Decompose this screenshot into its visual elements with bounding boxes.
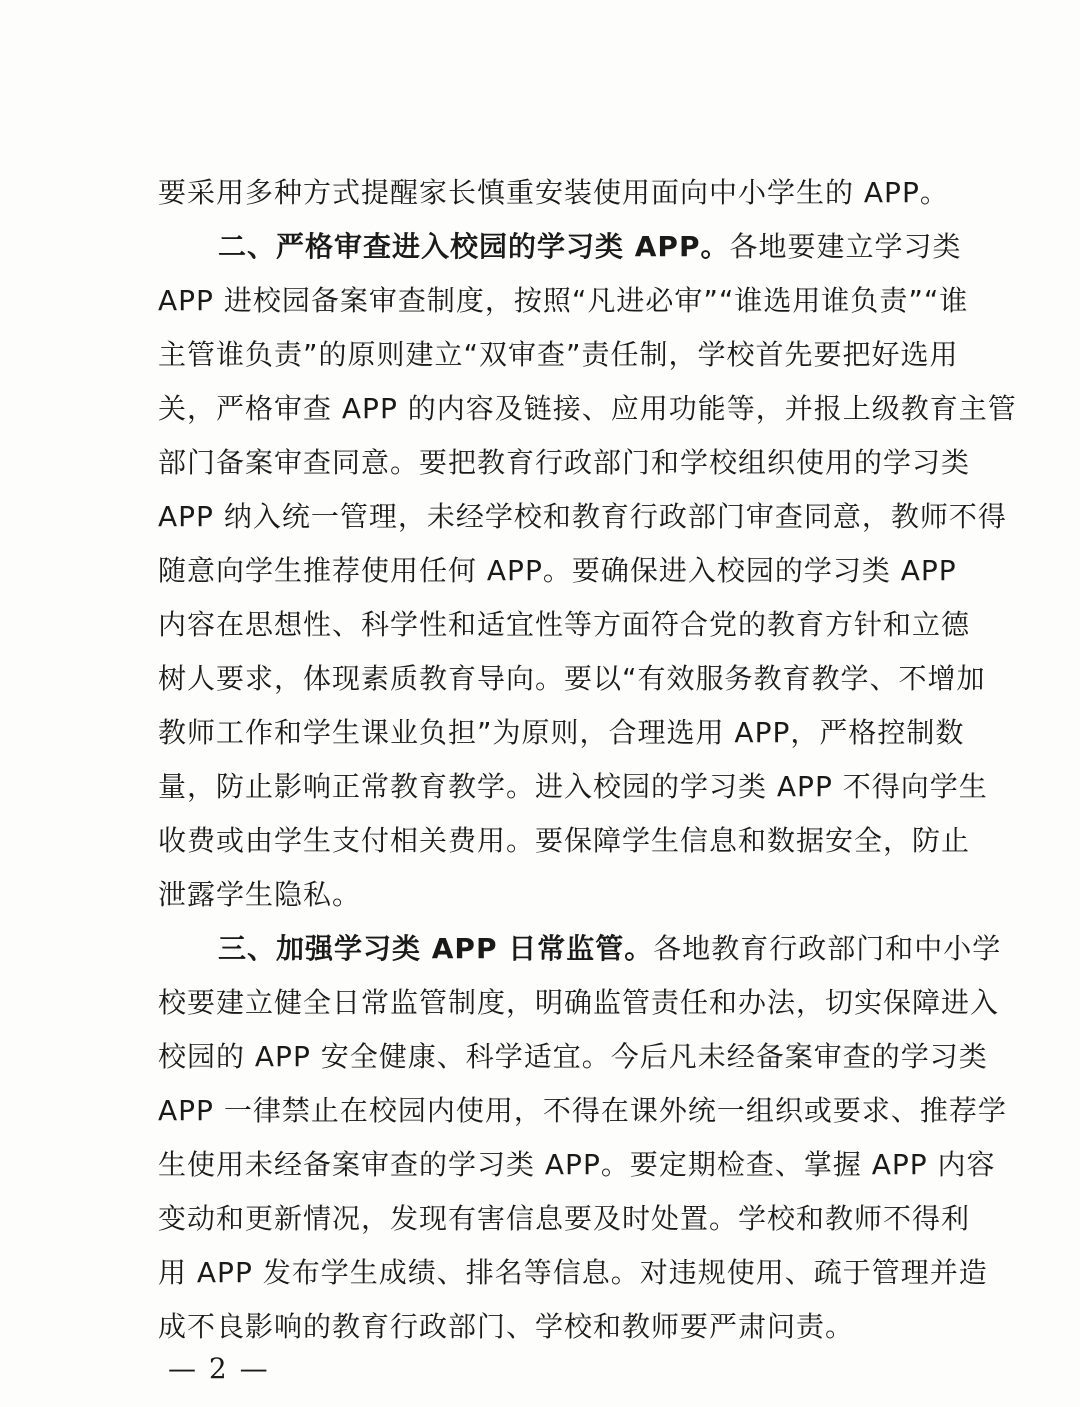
paragraph-2-line-11: 量，防止影响正常教育教学。进入校园的学习类 APP 不得向学生 (158, 770, 988, 803)
paragraph-3-line-2: 校要建立健全日常监管制度，明确监管责任和办法，切实保障进入 (158, 986, 1000, 1019)
paragraph-2-line-3: 主管谁负责”的原则建立“双审查”责任制，学校首先要把好选用 (158, 338, 959, 371)
section-3-heading: 三、加强学习类 APP 日常监管。 (218, 932, 654, 965)
paragraph-2-line-1 (158, 220, 962, 274)
paragraph-2-line-5: 部门备案审查同意。要把教育行政部门和学校组织使用的学习类 (158, 446, 971, 479)
paragraph-3-line-1 (158, 922, 1002, 976)
paragraph-2-line-8: 内容在思想性、科学性和适宜性等方面符合党的教育方针和立德 (158, 608, 971, 641)
paragraph-1-line-1: 要采用多种方式提醒家长慎重安装使用面向中小学生的 APP。 (158, 176, 949, 209)
paragraph-2-line-12: 收费或由学生支付相关费用。要保障学生信息和数据安全，防止 (158, 824, 971, 857)
section-2-heading: 二、严格审查进入校园的学习类 APP。 (218, 230, 730, 263)
paragraph-2-line-10: 教师工作和学生课业负担”为原则，合理选用 APP，严格控制数 (158, 716, 965, 749)
paragraph-3-line-7: 用 APP 发布学生成绩、排名等信息。对违规使用、疏于管理并造 (158, 1256, 988, 1289)
paragraph-3-line-4: APP 一律禁止在校园内使用，不得在课外统一组织或要求、推荐学 (158, 1094, 1007, 1127)
paragraph-2-line-4: 关，严格审查 APP 的内容及链接、应用功能等，并报上级教育主管 (158, 392, 1017, 425)
paragraph-2-line-13: 泄露学生隐私。 (158, 878, 362, 911)
document-body (158, 166, 1017, 1354)
paragraph-3-line-8: 成不良影响的教育行政部门、学校和教师要严肃问责。 (158, 1310, 855, 1343)
paragraph-2-line-7: 随意向学生推荐使用任何 APP。要确保进入校园的学习类 APP (158, 554, 957, 587)
section-2-lead-text: 各地要建立学习类 (729, 230, 962, 263)
paragraph-2-line-9: 树人要求，体现素质教育导向。要以“有效服务教育教学、不增加 (158, 662, 986, 695)
section-3-lead-text: 各地教育行政部门和中小学 (653, 932, 1002, 965)
paragraph-3-line-6: 变动和更新情况，发现有害信息要及时处置。学校和教师不得利 (158, 1202, 971, 1235)
paragraph-3-line-5: 生使用未经备案审查的学习类 APP。要定期检查、掌握 APP 内容 (158, 1148, 996, 1181)
page-number: — 2 — (168, 1352, 270, 1385)
paragraph-2-line-2: APP 进校园备案审查制度，按照“凡进必审”“谁选用谁负责”“谁 (158, 284, 969, 317)
paragraph-2-line-6: APP 纳入统一管理，未经学校和教育行政部门审查同意，教师不得 (158, 500, 1007, 533)
paragraph-3-line-3: 校园的 APP 安全健康、科学适宜。今后凡未经备案审查的学习类 (158, 1040, 988, 1073)
